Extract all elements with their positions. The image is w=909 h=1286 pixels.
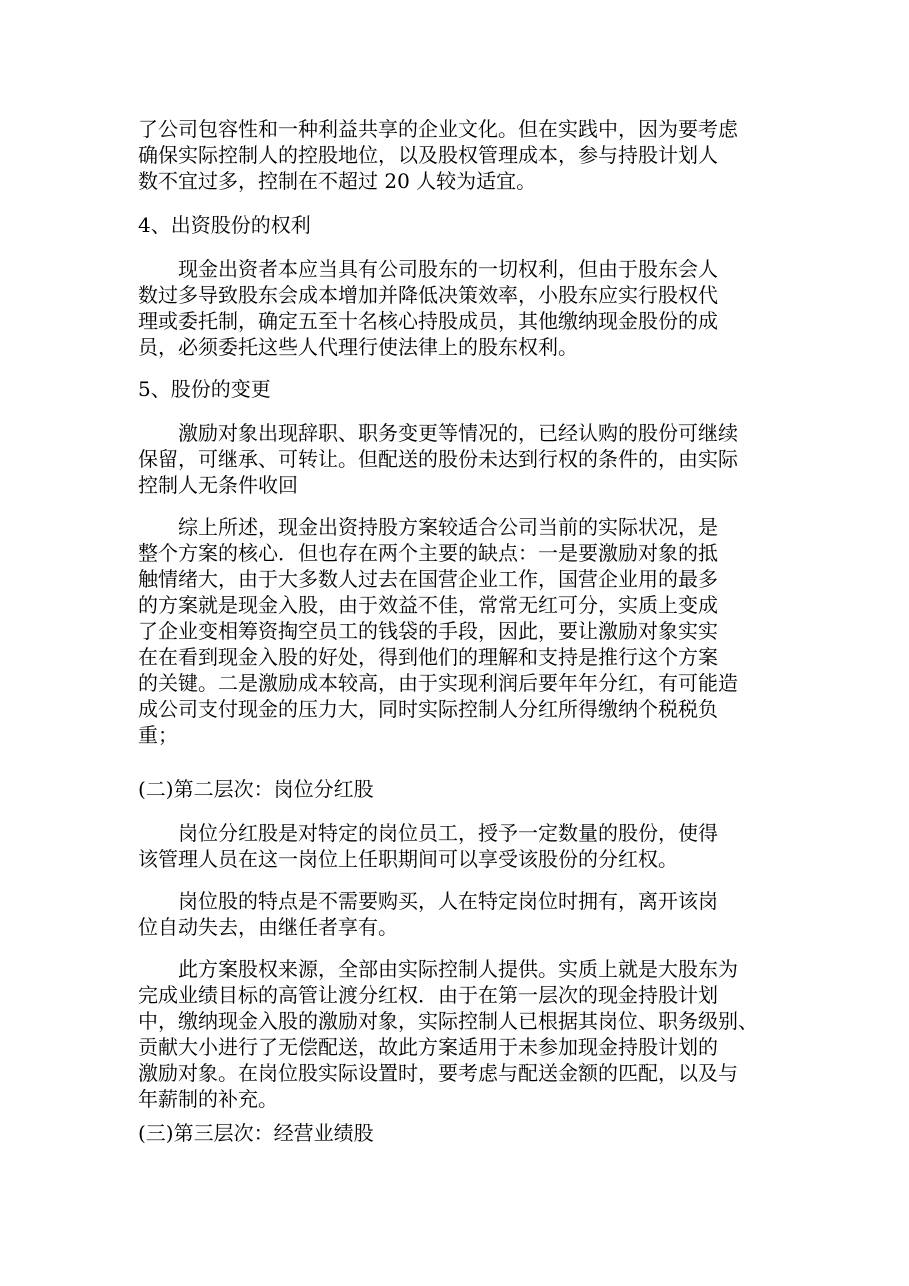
text-line: 控制人无条件收回 — [138, 473, 298, 497]
text-line: 贡献大小进行了无偿配送，故此方案适用于未参加现金持股计划的 — [138, 1035, 718, 1059]
paragraph-share-change — [138, 420, 778, 498]
text-line: 数过多导致股东会成本增加并降低决策效率，小股东应实行股权代 — [138, 283, 718, 307]
text-line: 重； — [138, 723, 178, 747]
text-line: 完成业绩目标的高管让渡分红权．由于在第一层次的现金持股计划 — [138, 983, 718, 1007]
text-line: 激励对象。在岗位股实际设置时，要考虑与配送金额的匹配，以及与 — [138, 1061, 738, 1085]
paragraph-post-share-definition — [138, 820, 778, 872]
text-line: 该管理人员在这一岗位上任职期间可以享受该股份的分红权。 — [138, 847, 678, 871]
text-line: 了公司包容性和一种利益共享的企业文化。但在实践中，因为要考虑 — [138, 117, 738, 141]
heading-text: (二)第二层次：岗位分红股 — [138, 777, 374, 801]
text-line: 现金出资者本应当具有公司股东的一切权利，但由于股东会人 — [138, 257, 718, 281]
text-line: 数不宜过多，控制在不超过 20 人较为适宜。 — [138, 169, 537, 193]
text-line: 岗位分红股是对特定的岗位员工，授予一定数量的股份，使得 — [138, 821, 718, 845]
text-line: 确保实际控制人的控股地位，以及股权管理成本，参与持股计划人 — [138, 143, 718, 167]
text-line: 的关键。二是激励成本较高，由于实现利润后要年年分红，有可能造 — [138, 671, 738, 695]
paragraph-post-share-feature — [138, 888, 778, 940]
text-line: 年薪制的补充。 — [138, 1087, 278, 1111]
text-line: 成公司支付现金的压力大，同时实际控制人分红所得缴纳个税税负 — [138, 697, 718, 721]
text-line: 触情绪大，由于大多数人过去在国营企业工作，国营企业用的最多 — [138, 567, 718, 591]
section-heading-level-2 — [138, 776, 778, 802]
section-heading-5 — [138, 376, 778, 402]
text-line: 了企业变相筹资掏空员工的钱袋的手段，因此，要让激励对象实实 — [138, 619, 718, 643]
text-line: 此方案股权来源，全部由实际控制人提供。实质上就是大股东为 — [138, 957, 738, 981]
text-line: 中，缴纳现金入股的激励对象，实际控制人已根据其岗位、职务级别、 — [138, 1009, 758, 1033]
paragraph-summary — [138, 514, 778, 748]
paragraph-share-rights — [138, 256, 778, 360]
heading-text: (三)第三层次：经营业绩股 — [138, 1121, 374, 1145]
section-heading-4 — [138, 212, 778, 238]
text-line: 激励对象出现辞职、职务变更等情况的，已经认购的股份可继续 — [138, 421, 738, 445]
text-line: 位自动失去，由继任者享有。 — [138, 915, 398, 939]
section-heading-level-3 — [138, 1120, 778, 1146]
text-line: 保留，可继承、可转让。但配送的股份未达到行权的条件的，由实际 — [138, 447, 738, 471]
text-line: 理或委托制，确定五至十名核心持股成员，其他缴纳现金股份的成 — [138, 309, 718, 333]
text-line: 岗位股的特点是不需要购买，人在特定岗位时拥有，离开该岗 — [138, 889, 718, 913]
heading-text: 5、股份的变更 — [138, 377, 271, 401]
text-line: 在在看到现金入股的好处，得到他们的理解和支持是推行这个方案 — [138, 645, 718, 669]
text-line: 整个方案的核心．但也存在两个主要的缺点：一是要激励对象的抵 — [138, 541, 718, 565]
heading-text: 4、出资股份的权利 — [138, 213, 311, 237]
text-line: 员，必须委托这些人代理行使法律上的股东权利。 — [138, 335, 578, 359]
text-line: 的方案就是现金入股，由于效益不佳，常常无红可分，实质上变成 — [138, 593, 718, 617]
paragraph-intro-continued — [138, 116, 778, 194]
text-line: 综上所述，现金出资持股方案较适合公司当前的实际状况，是 — [138, 515, 718, 539]
paragraph-post-share-source — [138, 956, 778, 1112]
